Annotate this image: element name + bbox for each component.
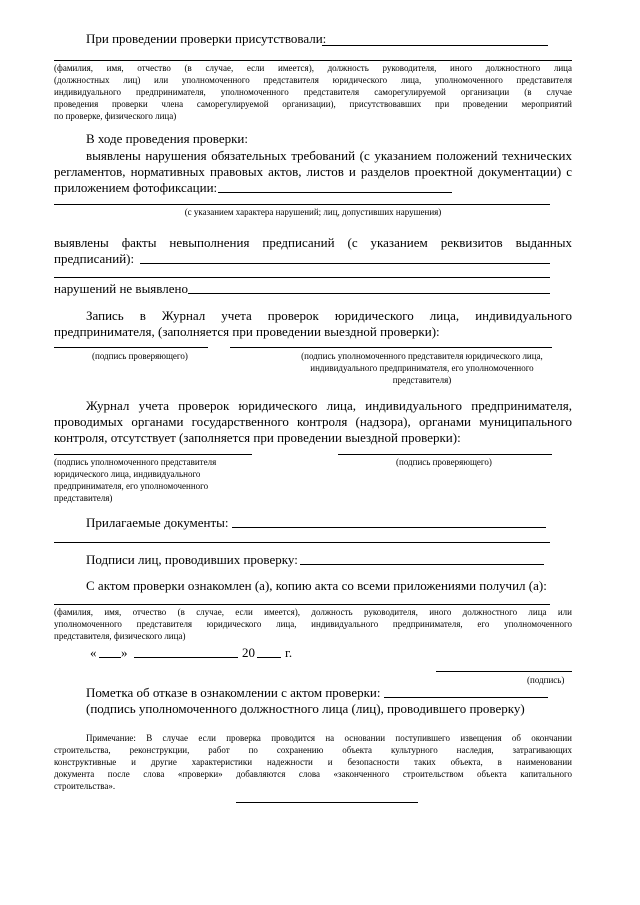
orders-line-1: выявлены факты невыполнения предписаний (с указанием реквизитов выданных [54,235,572,250]
journal-entry-line-2: предпринимателя, (заполняется при проведении выездной проверки): [54,324,440,339]
orders-line-2: предписаний): [54,251,135,266]
representative-signature-note-2: индивидуального предпринимателя, его уполномоченного [310,363,534,373]
journal-absent-line-2: проводимых органами государственного контроля (надзора), органами муниципального [54,414,572,429]
refusal-sub: (подпись уполномоченного должностного лица (лиц), проводившего проверку) [86,701,525,716]
refusal-label: Пометка об отказе в ознакомлении с актом проверки: [86,685,381,700]
inspector-signature-line[interactable] [54,347,208,348]
representative-signature-note-1: (подпись уполномоченного представителя юридического лица, [301,351,543,361]
acknowledgement-note-1: (фамилия, имя, отчество (в случае, если имеется), должность руководителя, иного должностного лица или [54,607,572,617]
representative-signature-note-3: представителя) [392,375,452,385]
attachments-label: Прилагаемые документы: [86,515,229,530]
violations-note: (с указанием характера нарушений; лиц, допустивших нарушения) [184,207,442,217]
journal-absent-line-3: контроля, отсутствует (заполняется при проведении выездной проверки): [54,430,461,445]
violations-fill-line-2[interactable] [54,204,550,205]
inspector-signature-note-2: (подпись проверяющего) [396,457,492,467]
inspectors-fill-line[interactable] [300,564,544,565]
present-note-4: проведения проверки члена саморегулируемой организации), присутствовавших при проведении мероприятий [54,99,572,109]
present-fill-line[interactable] [322,45,548,46]
acknowledgement-note-2: уполномоченного представителя юридического лица, индивидуального предпринимателя, его уполномоченного [54,619,572,629]
present-fill-line-2[interactable] [54,60,572,61]
no-violations-label: нарушений не выявлено [54,281,188,296]
present-note-3: индивидуального предпринимателя, уполномоченного представителя саморегулируемой организации (в случае [54,87,572,97]
date-year-prefix: 20 [242,645,255,660]
inspector-signature-note: (подпись проверяющего) [92,351,188,361]
representative-signature-note-b: юридического лица, индивидуального [54,469,201,479]
no-violations-fill-line[interactable] [188,293,550,294]
orders-fill-line-2[interactable] [54,277,550,278]
journal-absent-line-1: Журнал учета проверок юридического лица, индивидуального предпринимателя, [86,398,572,413]
acknowledgement-label: С актом проверки ознакомлен (а), копию акта со всеми приложениями получил (а): [86,578,547,593]
violations-line-2: регламентов, нормативных правовых актов, листов и разделов проектной документации) с [54,164,572,179]
footnote-line-5: строительства». [54,781,116,791]
signature-note: (подпись) [527,675,565,685]
attachments-fill-line-2[interactable] [54,542,550,543]
acknowledgement-note-3: представителя, физического лица) [54,631,186,641]
acknowledgement-fill-line[interactable] [54,604,550,605]
date-open-quote: « [90,645,97,660]
violations-line-3: приложением фотофиксации: [54,180,218,195]
footnote-line-1: Примечание: В случае если проверка проводится на основании поступившего извещения об окончании [86,733,572,743]
closing-rule [236,802,418,803]
signature-fill-line[interactable] [436,671,572,672]
present-note-1: (фамилия, имя, отчество (в случае, если имеется), должность руководителя, иного должностного лица [54,63,572,73]
present-note-5: по проверке, физического лица) [54,111,177,121]
date-year-field[interactable] [257,657,281,658]
footnote-line-2: строительства, реконструкции, работ по сохранению объекта культурного наследия, затрагивающих [54,745,572,755]
attachments-fill-line[interactable] [232,527,546,528]
date-year-suffix: г. [285,645,293,660]
findings-heading: В ходе проведения проверки: [86,131,249,146]
footnote-line-3: конструктивные и другие характеристики надежности и безопасности таких объекта, в наименовании [54,757,572,767]
footnote-line-4: документа после слова «проверки» добавляются слова «законченного строительством объекта капитального [54,769,572,779]
violations-fill-line[interactable] [218,192,452,193]
violations-line-1: выявлены нарушения обязательных требований (с указанием положений технических [86,148,572,163]
representative-signature-note-a: (подпись уполномоченного представителя [54,457,217,467]
representative-signature-line-2[interactable] [54,454,252,455]
inspector-signature-line-2[interactable] [338,454,552,455]
representative-signature-note-c: предпринимателя, его уполномоченного [54,481,209,491]
date-close-quote: » [121,645,128,660]
orders-fill-line[interactable] [140,263,550,264]
present-note-2: (должностных лиц) или уполномоченного представителя юридического лица, уполномоченного представителя [54,75,572,85]
journal-entry-line-1: Запись в Журнал учета проверок юридического лица, индивидуального [86,308,572,323]
present-label: При проведении проверки присутствовали: [86,31,327,46]
refusal-fill-line[interactable] [384,697,548,698]
date-month-field[interactable] [134,657,238,658]
inspectors-label: Подписи лиц, проводивших проверку: [86,552,298,567]
date-day-field[interactable] [99,657,121,658]
representative-signature-note-d: представителя) [54,493,113,503]
representative-signature-line[interactable] [230,347,552,348]
